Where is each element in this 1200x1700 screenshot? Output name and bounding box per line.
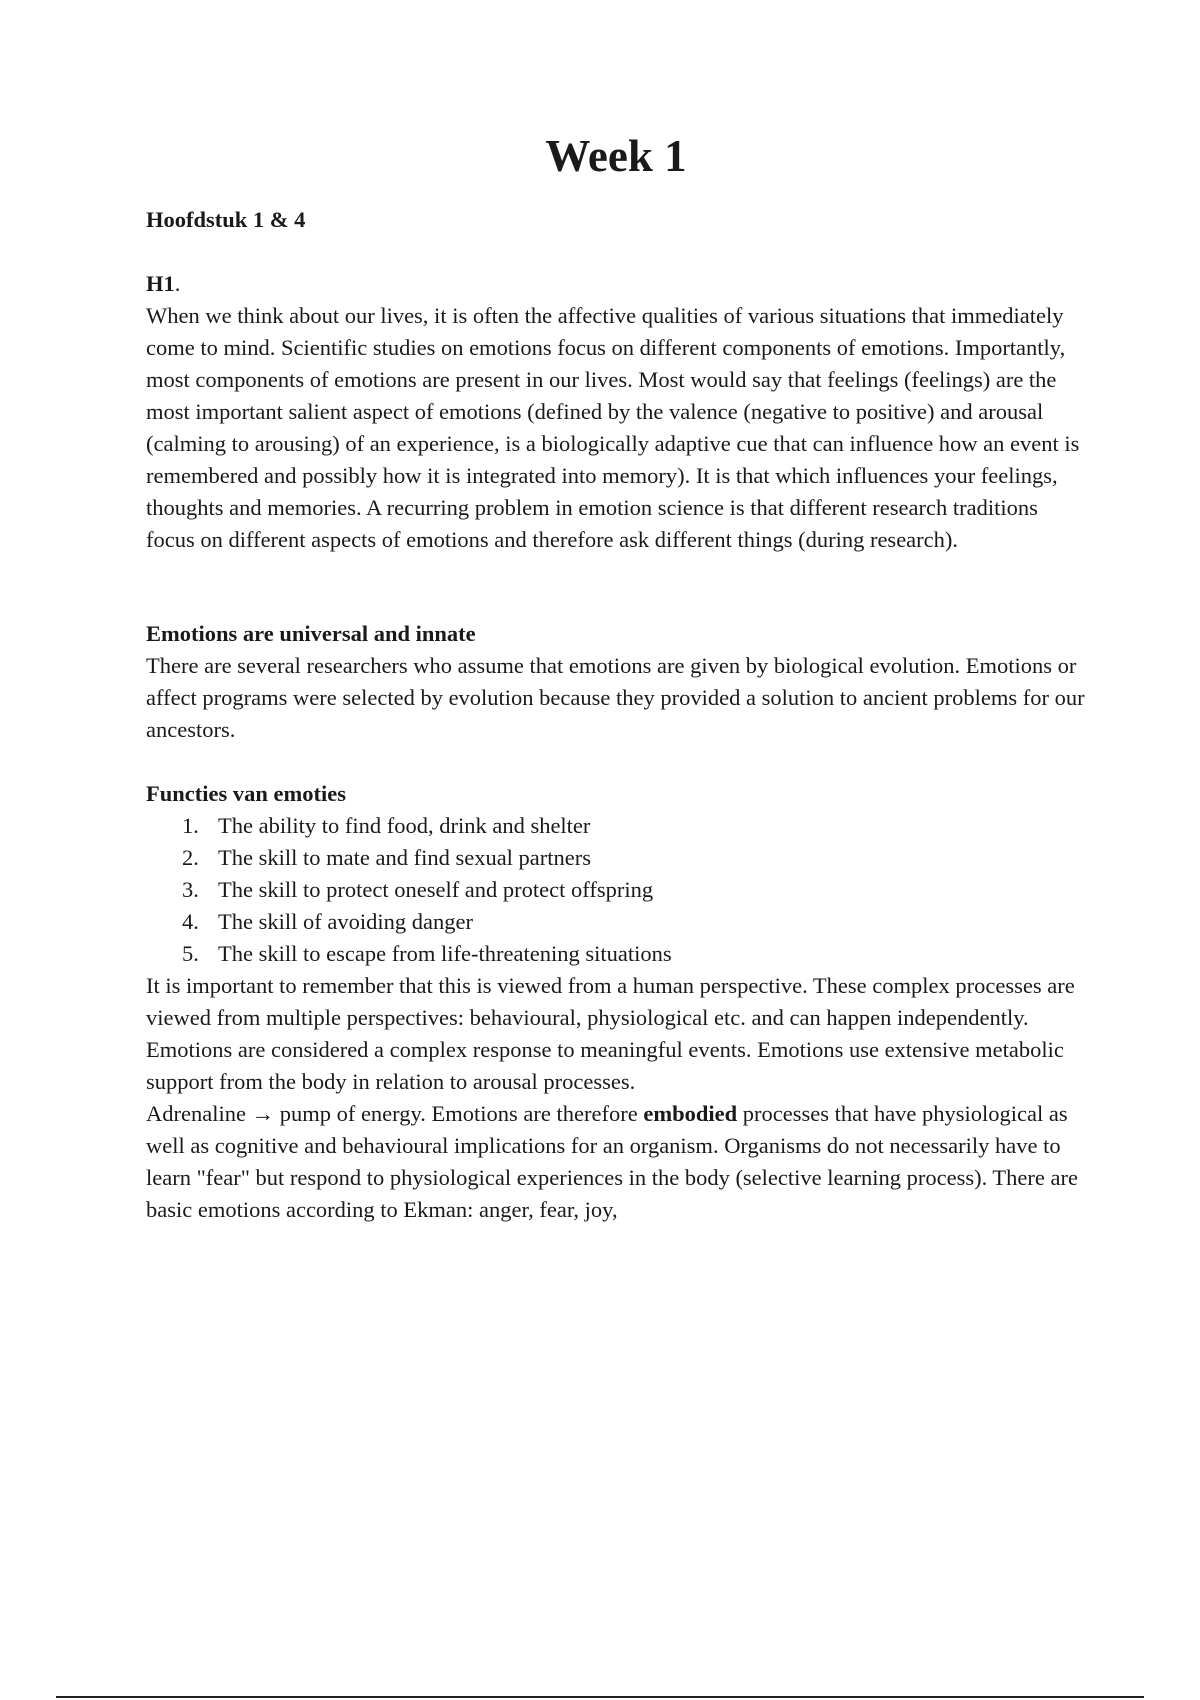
section-h1-label: H1: [146, 271, 175, 296]
list-item-number: 3.: [182, 877, 199, 902]
list-item-text: The skill of avoiding danger: [218, 909, 473, 934]
section-heading-h1: [146, 268, 1086, 300]
list-item-number: 1.: [182, 813, 199, 838]
section-h1-dot: .: [174, 271, 181, 296]
functions-list: [146, 810, 1086, 970]
list-item-number: 4.: [182, 909, 199, 934]
list-item-text: The skill to protect oneself and protect offspring: [218, 877, 654, 902]
bold-term-embodied: embodied: [643, 1101, 738, 1126]
list-item: [146, 938, 1086, 970]
paragraph-adrenaline: [146, 1098, 1086, 1226]
list-item-text: The ability to find food, drink and shelter: [218, 813, 591, 838]
list-item: [146, 842, 1086, 874]
heading-functions: Functies van emoties: [146, 781, 346, 806]
heading-universal: Emotions are universal and innate: [146, 621, 476, 646]
paragraph-intro: When we think about our lives, it is often the affective qualities of various situations that immediately come to mind. Scientific studies on emotions focus on different components of emotions. Importantly, most components of emotions are present in our lives. Most would say that feelings (feelings) are the most important salient aspect of emotions (defined by the valence (negative to positive) and arousal (calming to arousing) of an experience, is a biologically adaptive cue that can influence how an event is remembered and possibly how it is integrated into memory). It is that which influences your feelings, thoughts and memories. A recurring problem in emotion science is that different research traditions focus on different aspects of emotions and therefore ask different things (during research).: [146, 303, 1080, 552]
page-title: Week 1: [545, 131, 687, 181]
list-item: [146, 874, 1086, 906]
list-item: [146, 810, 1086, 842]
list-item: [146, 906, 1086, 938]
list-item-text: The skill to mate and find sexual partners: [218, 845, 592, 870]
paragraph-evolution: There are several researchers who assume that emotions are given by biological evolution. Emotions or affect programs were selected by evolution because they provided a solution to ancient problems for our ancestors.: [146, 653, 1085, 742]
paragraph-perspective: It is important to remember that this is viewed from a human perspective. These complex processes are viewed from multiple perspectives: behavioural, physiological etc. and can happen independently. Emotions are considered a complex response to meaningful events. Emotions use extensive metabolic support from the body in relation to arousal processes.: [146, 973, 1075, 1094]
list-item-text: The skill to escape from life-threatening situations: [218, 941, 672, 966]
list-item-number: 5.: [182, 941, 199, 966]
paragraph-adrenaline-start: Adrenaline → pump of energy. Emotions are therefore: [146, 1101, 644, 1126]
chapter-heading: Hoofdstuk 1 & 4: [146, 207, 306, 232]
list-item-number: 2.: [182, 845, 199, 870]
paragraph-adrenaline-end: processes that have physiological as well as cognitive and behavioural implications for an organism. Organisms do not necessarily have to learn "fear" but respond to physiological experiences in the body (selective learning process). There are basic emotions according to Ekman: anger, fear, joy,: [146, 1101, 1078, 1222]
document-page: [146, 131, 1086, 1226]
page-bottom-rule: [56, 1696, 1144, 1698]
